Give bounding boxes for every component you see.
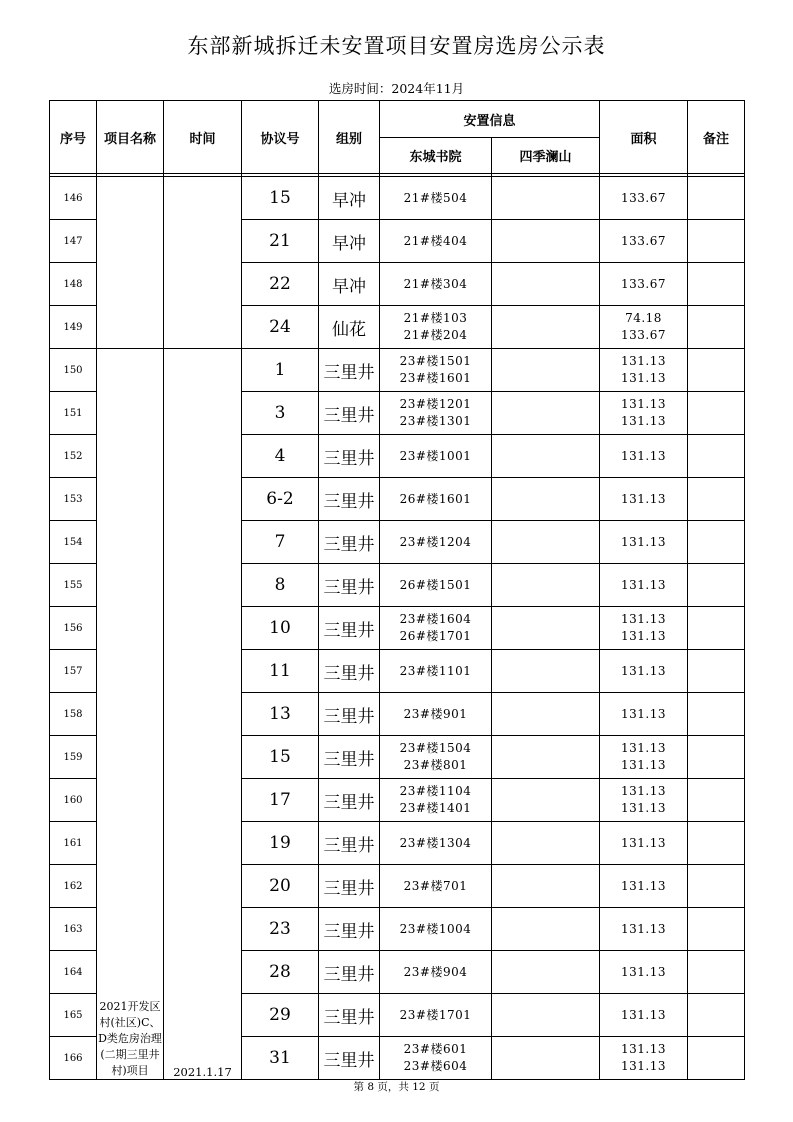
dongcheng-house <box>380 994 492 1037</box>
group-name: 三里井 <box>319 435 380 478</box>
siji-house <box>492 865 600 908</box>
header-group: 组别 <box>319 101 380 174</box>
house-number: 21#楼504 <box>403 190 468 205</box>
row-index: 149 <box>50 306 97 349</box>
note-cell <box>688 779 745 822</box>
note-cell <box>688 392 745 435</box>
dongcheng-house <box>380 908 492 951</box>
row-index: 155 <box>50 564 97 607</box>
house-number: 23#楼1204 <box>399 534 472 549</box>
note-cell <box>688 349 745 392</box>
protocol-number: 1 <box>242 349 319 392</box>
note-cell <box>688 177 745 220</box>
row-index: 164 <box>50 951 97 994</box>
protocol-number: 6-2 <box>242 478 319 521</box>
protocol-number: 29 <box>242 994 319 1037</box>
house-number: 21#楼304 <box>403 276 468 291</box>
area-value <box>600 392 688 435</box>
group-name: 三里井 <box>319 693 380 736</box>
page-footer: 第 8 页，共 12 页 <box>353 1081 440 1093</box>
area-value <box>600 435 688 478</box>
area-value <box>600 779 688 822</box>
row-index: 156 <box>50 607 97 650</box>
group-name: 三里井 <box>319 908 380 951</box>
area-number: 131.13 <box>621 414 667 428</box>
row-index: 163 <box>50 908 97 951</box>
area-number: 131.13 <box>621 371 667 385</box>
house-number: 21#楼404 <box>403 233 468 248</box>
group-name: 三里井 <box>319 951 380 994</box>
group-name: 三里井 <box>319 564 380 607</box>
header-siji: 四季澜山 <box>492 138 600 174</box>
area-number: 131.13 <box>621 629 667 643</box>
area-value <box>600 650 688 693</box>
area-number: 131.13 <box>621 758 667 772</box>
siji-house <box>492 220 600 263</box>
dongcheng-house <box>380 607 492 650</box>
siji-house <box>492 908 600 951</box>
area-value <box>600 220 688 263</box>
area-value <box>600 478 688 521</box>
group-name: 三里井 <box>319 478 380 521</box>
area-number: 133.67 <box>621 233 667 248</box>
placement-table <box>49 100 745 1080</box>
area-value <box>600 263 688 306</box>
row-index: 152 <box>50 435 97 478</box>
note-cell <box>688 1037 745 1080</box>
house-number: 21#楼103 <box>403 311 468 325</box>
area-number: 131.13 <box>621 577 667 592</box>
note-cell <box>688 263 745 306</box>
dongcheng-house <box>380 693 492 736</box>
dongcheng-house <box>380 349 492 392</box>
row-index: 166 <box>50 1037 97 1080</box>
header-note: 备注 <box>688 101 745 174</box>
dongcheng-house <box>380 263 492 306</box>
dongcheng-house <box>380 177 492 220</box>
group-name: 三里井 <box>319 349 380 392</box>
protocol-number: 31 <box>242 1037 319 1080</box>
protocol-number: 15 <box>242 736 319 779</box>
area-value <box>600 865 688 908</box>
area-number: 131.13 <box>621 397 667 411</box>
area-number: 131.13 <box>621 1042 667 1056</box>
group-name: 三里井 <box>319 1037 380 1080</box>
dongcheng-house <box>380 306 492 349</box>
row-index: 150 <box>50 349 97 392</box>
group-name: 早冲 <box>319 220 380 263</box>
protocol-number: 21 <box>242 220 319 263</box>
house-number: 26#楼1701 <box>399 629 472 643</box>
siji-house <box>492 951 600 994</box>
area-number: 74.18 <box>625 311 662 325</box>
area-number: 131.13 <box>621 491 667 506</box>
header-placement: 安置信息 <box>380 101 600 138</box>
note-cell <box>688 220 745 263</box>
dongcheng-house <box>380 779 492 822</box>
siji-house <box>492 521 600 564</box>
area-number: 131.13 <box>621 1007 667 1022</box>
siji-house <box>492 435 600 478</box>
area-value <box>600 1037 688 1080</box>
row-index: 160 <box>50 779 97 822</box>
house-number: 23#楼1001 <box>399 448 472 463</box>
dongcheng-house <box>380 521 492 564</box>
area-value <box>600 521 688 564</box>
area-number: 131.13 <box>621 1059 667 1073</box>
row-index: 148 <box>50 263 97 306</box>
note-cell <box>688 607 745 650</box>
note-cell <box>688 650 745 693</box>
area-number: 131.13 <box>621 964 667 979</box>
area-number: 131.13 <box>621 835 667 850</box>
protocol-number: 11 <box>242 650 319 693</box>
row-index: 158 <box>50 693 97 736</box>
row-index: 161 <box>50 822 97 865</box>
protocol-number: 20 <box>242 865 319 908</box>
group-name: 三里井 <box>319 521 380 564</box>
protocol-number: 23 <box>242 908 319 951</box>
siji-house <box>492 177 600 220</box>
protocol-number: 7 <box>242 521 319 564</box>
page-title: 东部新城拆迁未安置项目安置房选房公示表 <box>187 34 606 58</box>
area-number: 131.13 <box>621 801 667 815</box>
siji-house <box>492 822 600 865</box>
row-index: 147 <box>50 220 97 263</box>
protocol-number: 19 <box>242 822 319 865</box>
house-number: 23#楼1101 <box>399 663 472 678</box>
group-name: 三里井 <box>319 607 380 650</box>
protocol-number: 15 <box>242 177 319 220</box>
house-number: 23#楼1601 <box>399 371 472 385</box>
header-time: 时间 <box>164 101 242 174</box>
siji-house <box>492 564 600 607</box>
house-number: 23#楼601 <box>403 1042 468 1056</box>
group-name: 三里井 <box>319 994 380 1037</box>
siji-house <box>492 263 600 306</box>
dongcheng-house <box>380 478 492 521</box>
house-number: 23#楼1201 <box>399 397 472 411</box>
area-number: 131.13 <box>621 534 667 549</box>
dongcheng-house <box>380 650 492 693</box>
row-index: 153 <box>50 478 97 521</box>
note-cell <box>688 693 745 736</box>
protocol-number: 3 <box>242 392 319 435</box>
note-cell <box>688 564 745 607</box>
row-index: 151 <box>50 392 97 435</box>
dongcheng-house <box>380 736 492 779</box>
house-number: 23#楼801 <box>403 758 468 772</box>
row-index: 165 <box>50 994 97 1037</box>
house-number: 23#楼1604 <box>399 612 472 626</box>
group-name: 三里井 <box>319 736 380 779</box>
group-name: 三里井 <box>319 392 380 435</box>
siji-house <box>492 994 600 1037</box>
house-number: 23#楼904 <box>403 964 468 979</box>
header-seq: 序号 <box>50 101 97 174</box>
area-value <box>600 908 688 951</box>
protocol-number: 10 <box>242 607 319 650</box>
note-cell <box>688 951 745 994</box>
house-number: 23#楼1304 <box>399 835 472 850</box>
house-number: 26#楼1501 <box>399 577 472 592</box>
area-number: 131.13 <box>621 921 667 936</box>
note-cell <box>688 822 745 865</box>
siji-house <box>492 650 600 693</box>
siji-house <box>492 478 600 521</box>
area-value <box>600 693 688 736</box>
table-body <box>50 174 745 1080</box>
siji-house <box>492 1037 600 1080</box>
table-row <box>50 349 745 392</box>
house-number: 23#楼1301 <box>399 414 472 428</box>
area-number: 133.67 <box>621 276 667 291</box>
protocol-number: 8 <box>242 564 319 607</box>
note-cell <box>688 736 745 779</box>
area-number: 131.13 <box>621 612 667 626</box>
table-row <box>50 177 745 220</box>
note-cell <box>688 435 745 478</box>
group-name: 早冲 <box>319 177 380 220</box>
house-number: 23#楼1004 <box>399 921 472 936</box>
siji-house <box>492 392 600 435</box>
protocol-number: 4 <box>242 435 319 478</box>
dongcheng-house <box>380 220 492 263</box>
dongcheng-house <box>380 435 492 478</box>
protocol-number: 24 <box>242 306 319 349</box>
dongcheng-house <box>380 822 492 865</box>
group-name: 三里井 <box>319 865 380 908</box>
dongcheng-house <box>380 865 492 908</box>
area-number: 131.13 <box>621 741 667 755</box>
row-index: 159 <box>50 736 97 779</box>
siji-house <box>492 607 600 650</box>
area-number: 131.13 <box>621 448 667 463</box>
project-time-cell: 2021.1.17 <box>164 349 242 1080</box>
house-number: 23#楼1401 <box>399 801 472 815</box>
selection-time: 选房时间：2024年11月 <box>328 81 465 96</box>
project-name-cell: 2021开发区村(社区)C、D类危房治理(二期三里井村)项目 <box>97 349 164 1080</box>
header-area: 面积 <box>600 101 688 174</box>
protocol-number: 13 <box>242 693 319 736</box>
house-number: 26#楼1601 <box>399 491 472 506</box>
group-name: 仙花 <box>319 306 380 349</box>
house-number: 23#楼701 <box>403 878 468 893</box>
house-number: 23#楼1104 <box>399 784 472 798</box>
header-dongcheng: 东城书院 <box>380 138 492 174</box>
note-cell <box>688 865 745 908</box>
area-number: 131.13 <box>621 354 667 368</box>
area-number: 131.13 <box>621 706 667 721</box>
area-value <box>600 822 688 865</box>
dongcheng-house <box>380 951 492 994</box>
note-cell <box>688 306 745 349</box>
area-number: 131.13 <box>621 878 667 893</box>
siji-house <box>492 306 600 349</box>
house-number: 23#楼604 <box>403 1059 468 1073</box>
area-value <box>600 564 688 607</box>
house-number: 23#楼1501 <box>399 354 472 368</box>
area-value <box>600 349 688 392</box>
protocol-number: 17 <box>242 779 319 822</box>
dongcheng-house <box>380 1037 492 1080</box>
note-cell <box>688 908 745 951</box>
group-name: 三里井 <box>319 650 380 693</box>
row-index: 146 <box>50 177 97 220</box>
note-cell <box>688 478 745 521</box>
siji-house <box>492 349 600 392</box>
dongcheng-house <box>380 564 492 607</box>
area-number: 131.13 <box>621 663 667 678</box>
protocol-number: 28 <box>242 951 319 994</box>
group-name: 三里井 <box>319 779 380 822</box>
area-number: 133.67 <box>621 328 667 342</box>
siji-house <box>492 736 600 779</box>
protocol-number: 22 <box>242 263 319 306</box>
row-index: 154 <box>50 521 97 564</box>
area-number: 131.13 <box>621 784 667 798</box>
house-number: 21#楼204 <box>403 328 468 342</box>
row-index: 162 <box>50 865 97 908</box>
note-cell <box>688 521 745 564</box>
area-number: 133.67 <box>621 190 667 205</box>
house-number: 23#楼901 <box>403 706 468 721</box>
siji-house <box>492 779 600 822</box>
area-value <box>600 951 688 994</box>
dongcheng-house <box>380 392 492 435</box>
area-value <box>600 177 688 220</box>
area-value <box>600 607 688 650</box>
house-number: 23#楼1701 <box>399 1007 472 1022</box>
area-value <box>600 994 688 1037</box>
area-value <box>600 736 688 779</box>
row-index: 157 <box>50 650 97 693</box>
note-cell <box>688 994 745 1037</box>
header-project: 项目名称 <box>97 101 164 174</box>
project-name-cell-a <box>97 177 164 349</box>
header-protocol: 协议号 <box>242 101 319 174</box>
house-number: 23#楼1504 <box>399 741 472 755</box>
group-name: 三里井 <box>319 822 380 865</box>
group-name: 早冲 <box>319 263 380 306</box>
siji-house <box>492 693 600 736</box>
area-value <box>600 306 688 349</box>
time-cell-a <box>164 177 242 349</box>
